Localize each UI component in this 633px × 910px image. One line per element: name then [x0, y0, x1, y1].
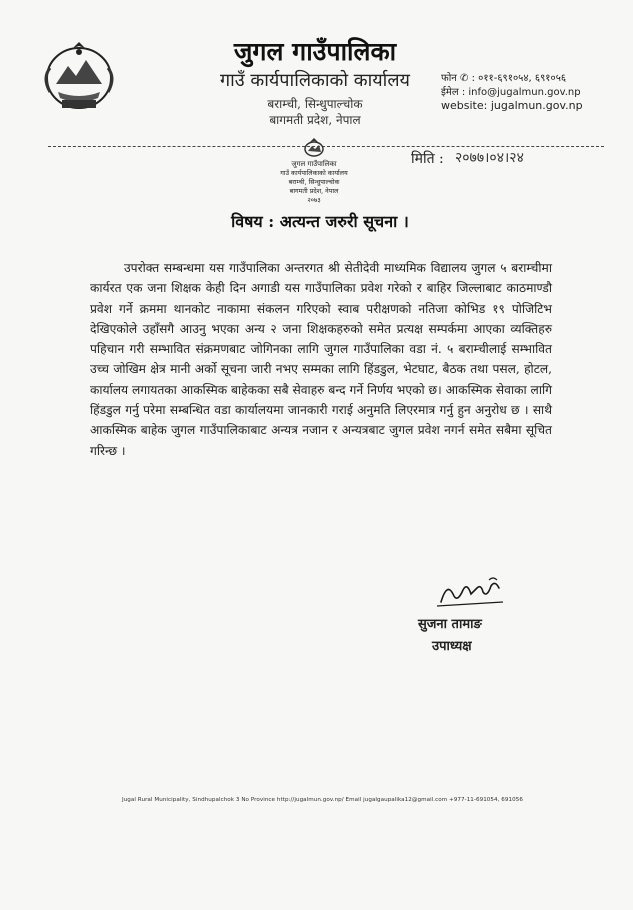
stamp-line-3: बराम्ची, सिन्धुपाल्चोक: [288, 178, 340, 186]
contact-email: ईमेल : info@jugalmun.gov.np: [441, 87, 581, 98]
stamp-line-5: २०७३: [307, 196, 321, 204]
notice-body: उपरोक्त सम्बन्धमा यस गाउँपालिका अन्तरगत श्री सेतीदेवी माध्यमिक विद्यालय जुगल ५ बराम्चीमा कार्यरत एक जना शिक्षक केही दिन अगाडी यस गाउँपालिका प्रवेश गरेको र बाहिर जिल्लाबाट काठमाण्डौ प्रवेश गर्ने क्रममा थानकोट नाकामा संकलन गरिएको स्वाब परीक्षणको नतिजा कोभिड १९ पोजिटिभ देखिएकोले उहाँसगै आउनु भएका अन्य २ जना शिक्षकहरुको समेत प्रत्यक्ष सम्पर्कमा आएका व्यक्तिहरु पहिचान गरी सम्भावित संक्रमणबाट जोगिनका लागि जुगल गाउँपालिका वडा नं. ५ बराम्चीलाई सम्भावित उच्च जोखिम क्षेत्र मानी अर्को सूचना जारी नभए सम्मका लागि हिंडडुल, भेटघाट, बैठक तथा पसल, होटल, कार्यालय लगायतका आकस्मिक बाहेकका सबै सेवाहरु बन्द गर्ने निर्णय भएको छ। आकस्मिक सेवाका लागि हिंडडुल गर्नु परेमा सम्बन्धित वडा कार्यालयमा जानकारी गराई अनुमति लिएरमात्र गर्नु हुन अनुरोध छ । साथै आकस्मिक बाहेक जुगल गाउँपालिकाबाट अन्यत्र नजान र अन्यत्रबाट जुगल प्रवेश नगर्न समेत सबैमा सूचित गरिन्छ ।: [90, 261, 552, 458]
letter-footer: Jugal Rural Municipality, Sindhupalchok 3 No Province http://jugalmun.gov.np/ Email jugalgaupalika12@gmail.com +977-11-691054, 691056: [122, 797, 523, 803]
address-line-2: बागमती प्रदेश, नेपाल: [269, 113, 361, 127]
signer-name: सुजना तामाङ: [418, 617, 482, 632]
stamp-line-2: गाउँ कार्यपालिकाको कार्यालय: [280, 169, 348, 177]
contact-website: website: jugalmun.gov.np: [441, 99, 583, 112]
municipality-emblem-icon: [36, 38, 122, 116]
date-label: मिति :: [411, 151, 444, 167]
signature-mark: [433, 572, 507, 612]
org-title: जुगल गाउँपालिका: [233, 37, 397, 66]
stamp-line-4: बागमती प्रदेश, नेपाल: [289, 187, 339, 195]
date-value: २०७७।०४।२४: [455, 150, 524, 166]
office-name: गाउँ कार्यपालिकाको कार्यालय: [220, 70, 410, 91]
address-line-1: बराम्ची, सिन्धुपाल्चोक: [267, 97, 363, 111]
office-stamp: [262, 136, 366, 210]
signer-title: उपाध्यक्ष: [432, 639, 472, 654]
stamp-line-1: जुगल गाउँपालिका: [291, 160, 337, 168]
contact-phone: फोन ✆ : ०११-६९१०५४, ६९१०५६: [441, 73, 567, 84]
subject-heading: विषय : अत्यन्त जरुरी सूचना ।: [231, 212, 409, 231]
